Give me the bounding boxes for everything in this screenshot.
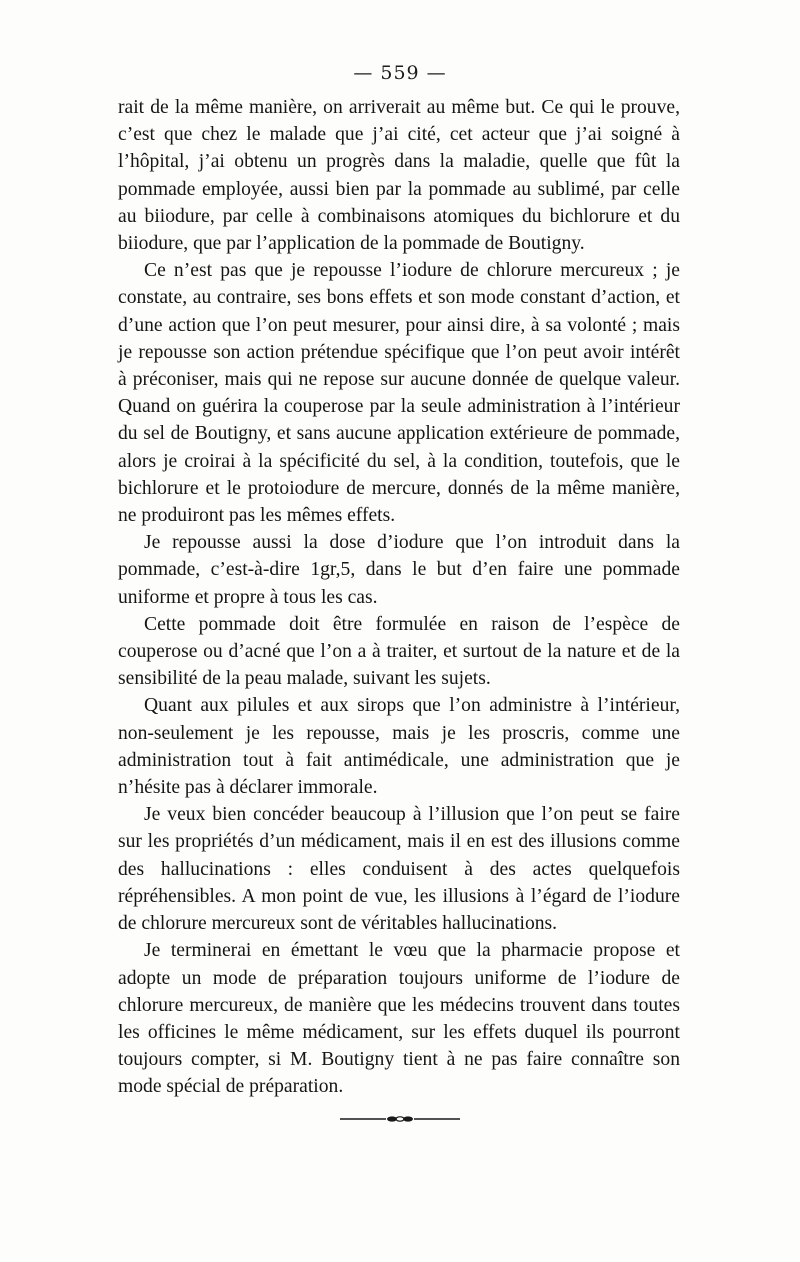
paragraph-2: Ce n’est pas que je repousse l’iodure de chlorure mercureux ; je constate, au contraire, ses bons effets et son mode constant d’action, et d’une action que l’on peut mesurer, pour ainsi dire, à sa volonté ; mais je repousse son action prétendue spécifique que l’on peut avoir intérêt à préconiser, mais qui ne repose sur aucune donnée de quelque valeur. Quand on guérira la couperose par la seule administration à l’intérieur du sel de Boutigny, et sans aucune application extérieure de pommade, alors je croirai à la spécificité du sel, à la condition, toutefois, que le bichlorure et le protoiodure de mercure, donnés de la même manière, ne produiront pas les mêmes effets. — [118, 260, 680, 527]
paragraph-6: Je veux bien concéder beaucoup à l’illusion que l’on peut se faire sur les propriétés d’un médicament, mais il en est des illusions comme des hallucinations : elles conduisent à des actes quelquefois répréhensibles. A mon point de vue, les illusions à l’égard de l’iodure de chlorure mercureux sont de véritables hallucinations. — [118, 804, 680, 935]
ornamental-rule-icon — [340, 1116, 460, 1122]
paragraph-1: rait de la même manière, on arriverait au même but. Ce qui le prouve, c’est que chez le malade que j’ai cité, cet acteur que j’ai soigné à l’hôpital, j’ai obtenu un progrès dans la maladie, quelle que fût la pommade employée, aussi bien par la pommade au sublimé, par celle au biiodure, par celle à combinaisons atomiques du bichlorure et du biiodure, que par l’application de la pommade de Boutigny. — [118, 97, 680, 255]
paragraph-7: Je terminerai en émettant le vœu que la pharmacie propose et adopte un mode de préparation toujours uniforme de l’iodure de chlorure mercureux, de manière que les médecins trouvent dans toutes les officines le même médicament, sur les effets duquel ils pourront toujours compter, si M. Boutigny tient à ne pas faire connaître son mode spécial de préparation. — [118, 940, 680, 1098]
paragraph-5: Quant aux pilules et aux sirops que l’on administre à l’intérieur, non-seulement je les repousse, mais je les proscris, comme une administration tout à fait antimédicale, une administration que je n’hésite pas à déclarer immorale. — [118, 695, 680, 799]
paragraph-4: Cette pommade doit être formulée en raison de l’espèce de couperose ou d’acné que l’on a à traiter, et surtout de la nature et de la sensibilité de la peau malade, suivant les sujets. — [118, 613, 680, 690]
page-number: — 559 — — [353, 62, 447, 84]
body-text — [118, 94, 680, 1101]
paragraph-3: Je repousse aussi la dose d’iodure que l’on introduit dans la pommade, c’est-à-dire 1gr,5, dans le but d’en faire une pommade uniforme et propre à tous les cas. — [118, 532, 680, 608]
